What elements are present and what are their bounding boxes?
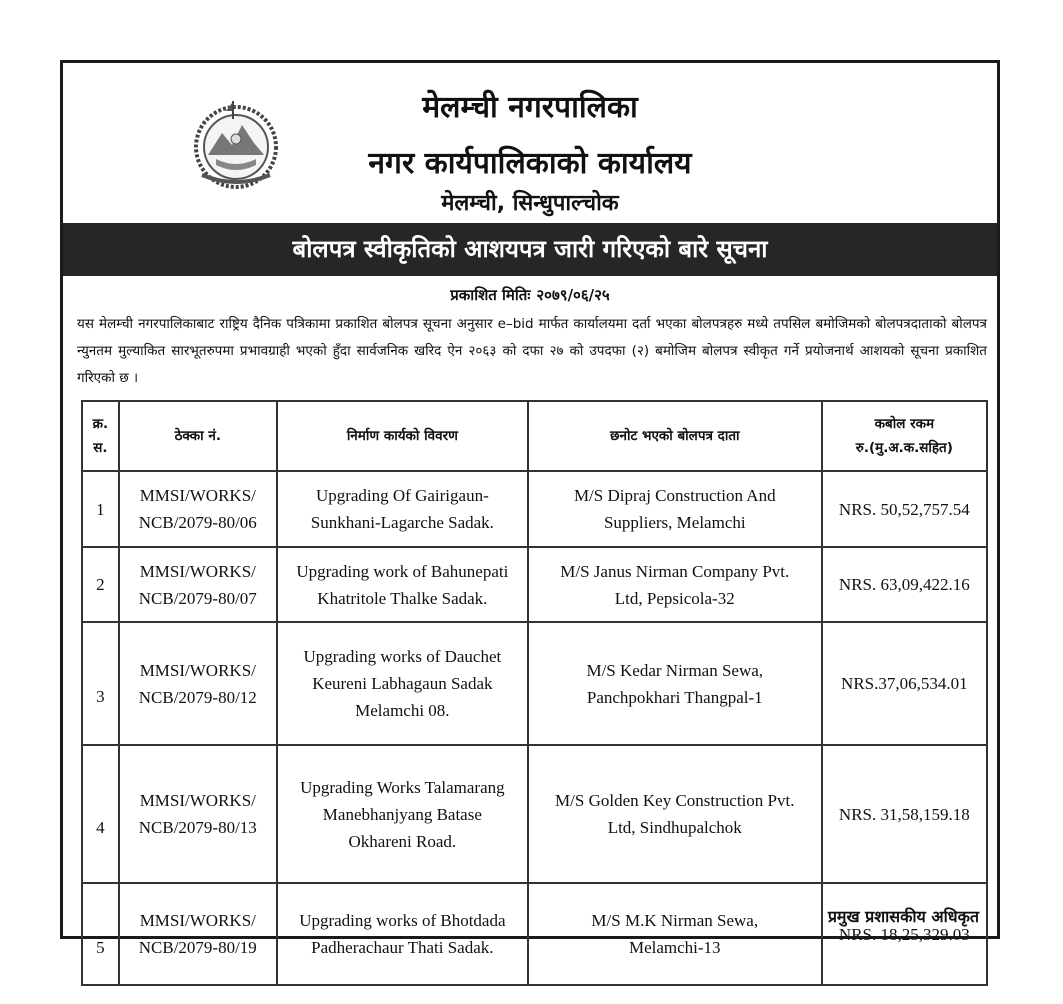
row-sn: 1 [82, 471, 119, 547]
published-date-label: प्रकाशित मितिः [450, 286, 531, 304]
table-row [82, 745, 987, 883]
table-header-row [82, 401, 987, 471]
row-work: Upgrading Works Talamarang Manebhanjyang Batase Okhareni Road. [277, 745, 528, 883]
row-sn: 5 [82, 883, 119, 985]
row-amount: NRS.37,06,534.01 [822, 622, 987, 745]
table-row [82, 883, 987, 985]
notice-body: यस मेलम्ची नगरपालिकाबाट राष्ट्रिय दैनिक पत्रिकामा प्रकाशित बोलपत्र सूचना अनुसार e–bid मार्फत कार्यालयमा दर्ता भएका बोलपत्रहरु मध्ये तपसिल बमोजिमको बोलपत्रदाताको बोलपत्र न्युनतम मुल्याकित सारभूतरुपमा प्रभावग्राही भएको हुँदा सार्वजनिक खरिद ऐन २०६३ को दफा २७ को उपदफा (२) बमोजिम बोलपत्र स्वीकृत गर्ने प्रयोजनार्थ आशयको सूचना प्रकाशित गरिएको छ । [77, 316, 987, 386]
office-address: मेलम्ची, सिन्धुपाल्चोक [441, 191, 619, 216]
row-bidder: M/S Kedar Nirman Sewa, Panchpokhari Thangpal-1 [528, 622, 822, 745]
row-contract: MMSI/WORKS/ NCB/2079-80/06 [119, 471, 277, 547]
row-bidder: M/S Golden Key Construction Pvt. Ltd, Sindhupalchok [528, 745, 822, 883]
row-work: Upgrading works of Dauchet Keureni Labhagaun Sadak Melamchi 08. [277, 622, 528, 745]
notice-frame [60, 60, 1000, 957]
published-date [63, 285, 997, 305]
row-amount: NRS. 31,58,159.18 [822, 745, 987, 883]
published-date-value: २०७९/०६/२५ [536, 286, 610, 304]
row-amount: NRS. 63,09,422.16 [822, 547, 987, 622]
row-work: Upgrading work of Bahunepati Khatritole Thalke Sadak. [277, 547, 528, 622]
row-amount: NRS. 50,52,757.54 [822, 471, 987, 547]
signatory-title: प्रमुख प्रशासकीय अधिकृत [827, 907, 979, 926]
row-sn: 4 [82, 745, 119, 883]
office-name: मेलम्ची नगरपालिका [422, 90, 638, 125]
table-row [82, 471, 987, 547]
row-contract: MMSI/WORKS/ NCB/2079-80/19 [119, 883, 277, 985]
row-bidder: M/S Dipraj Construction And Suppliers, Melamchi [528, 471, 822, 547]
office-title: नगर कार्यपालिकाको कार्यालय [368, 146, 692, 181]
bid-table [81, 400, 988, 986]
row-contract: MMSI/WORKS/ NCB/2079-80/12 [119, 622, 277, 745]
header-bidder: छनोट भएको बोलपत्र दाता [528, 401, 822, 471]
notice-banner: बोलपत्र स्वीकृतिको आशयपत्र जारी गरिएको बारे सूचना [63, 223, 997, 276]
table-row [82, 547, 987, 622]
row-bidder: M/S M.K Nirman Sewa, Melamchi-13 [528, 883, 822, 985]
row-sn: 3 [82, 622, 119, 745]
row-contract: MMSI/WORKS/ NCB/2079-80/13 [119, 745, 277, 883]
table-row [82, 622, 987, 745]
row-work: Upgrading Of Gairigaun- Sunkhani-Lagarche Sadak. [277, 471, 528, 547]
row-work: Upgrading works of Bhotdada Padherachaur Thati Sadak. [277, 883, 528, 985]
row-contract: MMSI/WORKS/ NCB/2079-80/07 [119, 547, 277, 622]
row-amount: NRS. 18,25,329.03 [822, 883, 987, 985]
row-sn: 2 [82, 547, 119, 622]
header-work: निर्माण कार्यको विवरण [277, 401, 528, 471]
header-contract: ठेक्का नं. [119, 401, 277, 471]
header-amount: कबोल रकम रु.(मु.अ.क.सहित) [822, 401, 987, 471]
header-sn: क्र. स. [82, 401, 119, 471]
row-bidder: M/S Janus Nirman Company Pvt. Ltd, Pepsicola-32 [528, 547, 822, 622]
